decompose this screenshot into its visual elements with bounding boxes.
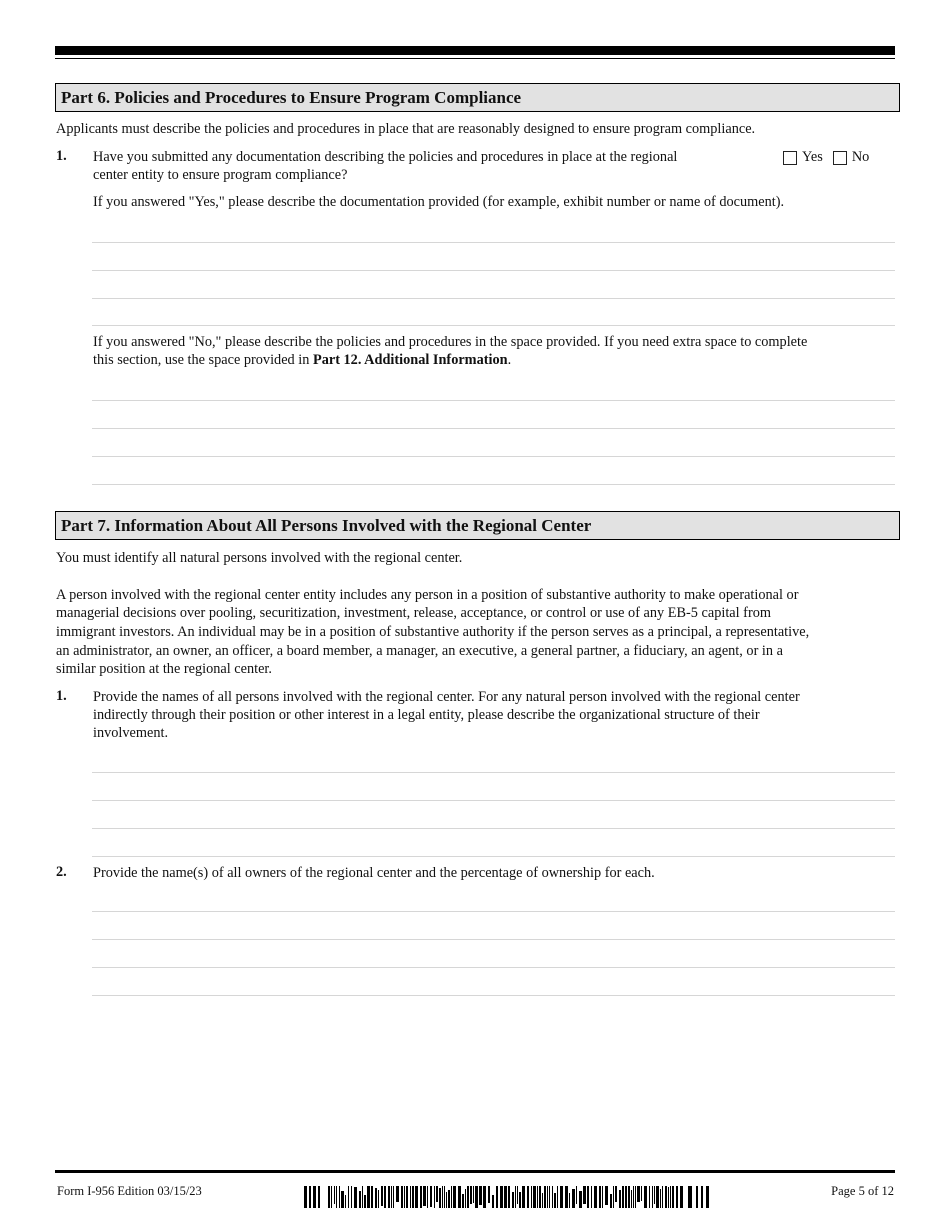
part7-para-line: immigrant investors. An individual may be in a position of substantive authority if the person serves as a principal, a representative, [56, 624, 810, 640]
part6-no-answer-line[interactable] [92, 484, 895, 485]
top-rule-thin [55, 58, 895, 59]
part7-q1-line: indirectly through their position or other interest in a legal entity, please describe the organizational structure of their [93, 707, 760, 723]
part6-no-answer-line[interactable] [92, 428, 895, 429]
part7-header: Part 7. Information About All Persons Involved with the Regional Center [55, 511, 900, 540]
part7-q2-number: 2. [56, 864, 67, 880]
part6-q1-line2: center entity to ensure program compliance? [93, 167, 348, 183]
part6-q1-line1: Have you submitted any documentation describing the policies and procedures in place at the regional [93, 149, 678, 165]
part7-q1-line: Provide the names of all persons involved with the regional center. For any natural person involved with the regional center [93, 689, 800, 705]
part6-header: Part 6. Policies and Procedures to Ensure Program Compliance [55, 83, 900, 112]
footer-rule [55, 1170, 895, 1173]
part6-no-answer-line[interactable] [92, 456, 895, 457]
no-instruction-text: this section, use the space provided in [93, 352, 313, 368]
part7-q1-answer-line[interactable] [92, 800, 895, 801]
yes-checkbox[interactable] [783, 151, 797, 165]
top-rule [55, 46, 895, 55]
part7-intro: You must identify all natural persons involved with the regional center. [56, 550, 463, 566]
no-checkbox[interactable] [833, 151, 847, 165]
part6-no-instruction-line1: If you answered "No," please describe the policies and procedures in the space provided. If you need extra space to complete [93, 334, 808, 350]
part7-q1-line: involvement. [93, 725, 169, 741]
part7-para-line: similar position at the regional center. [56, 661, 272, 677]
part7-q1-answer-line[interactable] [92, 828, 895, 829]
part6-no-answer-line[interactable] [92, 400, 895, 401]
barcode-image [304, 1186, 711, 1208]
part7-para-line: A person involved with the regional center entity includes any person in a position of substantive authority to make operational or [56, 587, 799, 603]
part6-q1-answer [783, 149, 879, 166]
part7-q2-answer-line[interactable] [92, 967, 895, 968]
form-edition: Form I-956 Edition 03/15/23 [57, 1184, 202, 1198]
part6-intro: Applicants must describe the policies and procedures in place that are reasonably designed to ensure program compliance. [56, 121, 756, 137]
part7-q1-answer-line[interactable] [92, 856, 895, 857]
page-number: Page 5 of 12 [831, 1184, 894, 1198]
no-label: No [851, 149, 870, 165]
part6-yes-answer-line[interactable] [92, 242, 895, 243]
part7-q2-answer-line[interactable] [92, 939, 895, 940]
additional-info-reference: Part 12. Additional Information [312, 352, 508, 368]
part6-no-instruction-line2 [93, 351, 511, 370]
part6-yes-answer-line[interactable] [92, 298, 895, 299]
part7-q1-answer-line[interactable] [92, 772, 895, 773]
yes-label: Yes [802, 149, 823, 165]
part7-q2-answer-line[interactable] [92, 911, 895, 912]
part6-yes-instruction: If you answered "Yes," please describe the documentation provided (for example, exhibit number or name of document). [93, 194, 785, 210]
part7-q2-answer-line[interactable] [92, 995, 895, 996]
part7-q2-text: Provide the name(s) of all owners of the regional center and the percentage of ownership for each. [93, 865, 655, 881]
part6-yes-answer-line[interactable] [92, 325, 895, 326]
part7-q1-number: 1. [56, 688, 67, 704]
part7-para-line: managerial decisions over pooling, securitization, investment, release, acceptance, or control or use of any EB-5 capital from [56, 605, 771, 621]
no-instruction-period: . [507, 352, 512, 368]
part6-yes-answer-line[interactable] [92, 270, 895, 271]
part7-para-line: an administrator, an owner, an officer, a board member, a manager, an executive, a general partner, a fiduciary, an agent, or in a [56, 643, 783, 659]
part6-q1-number: 1. [56, 148, 67, 164]
